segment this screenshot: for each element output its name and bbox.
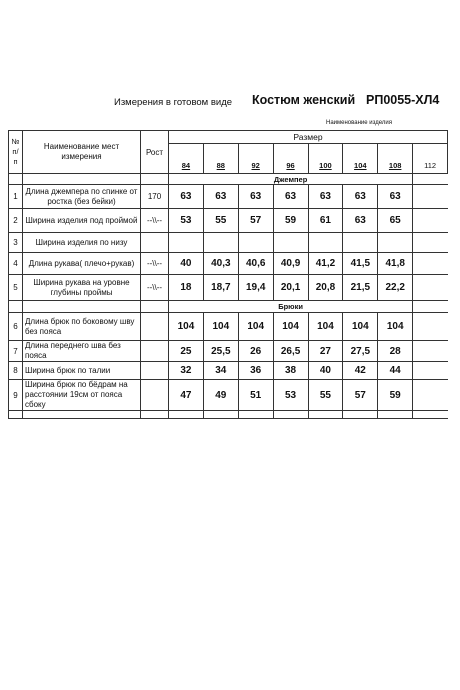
row-number: 3 — [9, 233, 23, 253]
row-rost — [141, 313, 169, 341]
table-row — [9, 380, 448, 411]
value-cell: 32 — [169, 362, 204, 380]
value-cell: 27 — [308, 341, 343, 362]
row-number: 7 — [9, 341, 23, 362]
row-name: Длина рукава( плечо+рукав) — [23, 253, 141, 275]
value-cell: 63 — [343, 185, 378, 209]
row-rost: --\\-- — [141, 275, 169, 301]
table-row — [9, 341, 448, 362]
value-cell: 63 — [273, 185, 308, 209]
value-cell: 104 — [343, 313, 378, 341]
size-88: 88 — [203, 144, 238, 174]
product-code: РП0055-ХЛ4 — [366, 93, 440, 107]
row-name: Длина брюк по боковому шву без пояса — [23, 313, 141, 341]
row-rost — [141, 380, 169, 411]
value-cell: 36 — [238, 362, 273, 380]
size-96: 96 — [273, 144, 308, 174]
value-cell: 26,5 — [273, 341, 308, 362]
size-100: 100 — [308, 144, 343, 174]
value-cell: 104 — [308, 313, 343, 341]
value-cell: 40 — [169, 253, 204, 275]
table-row — [9, 253, 448, 275]
value-cell: 63 — [378, 185, 413, 209]
table-row-empty — [9, 411, 448, 419]
product-note: Наименование изделия — [326, 120, 392, 126]
table-row — [9, 233, 448, 253]
value-cell: 41,2 — [308, 253, 343, 275]
table-row — [9, 209, 448, 233]
value-cell: 104 — [273, 313, 308, 341]
value-cell — [203, 233, 238, 253]
size-chart-sheet — [8, 92, 448, 419]
value-cell: 40,9 — [273, 253, 308, 275]
value-cell: 51 — [238, 380, 273, 411]
value-cell: 40,6 — [238, 253, 273, 275]
value-cell: 104 — [203, 313, 238, 341]
table-row — [9, 362, 448, 380]
row-name: Длина переднего шва без пояса — [23, 341, 141, 362]
value-cell: 27,5 — [343, 341, 378, 362]
value-cell: 63 — [238, 185, 273, 209]
value-cell: 55 — [308, 380, 343, 411]
size-92: 92 — [238, 144, 273, 174]
row-number: 2 — [9, 209, 23, 233]
row-number: 1 — [9, 185, 23, 209]
value-cell: 63 — [308, 185, 343, 209]
value-cell: 34 — [203, 362, 238, 380]
value-cell — [308, 233, 343, 253]
value-cell: 57 — [343, 380, 378, 411]
row-number: 9 — [9, 380, 23, 411]
row-number: 6 — [9, 313, 23, 341]
section-title: Джемпер — [169, 174, 413, 185]
col-size-header: Размер — [169, 131, 448, 144]
value-cell: 104 — [378, 313, 413, 341]
table-row — [9, 185, 448, 209]
value-cell: 40,3 — [203, 253, 238, 275]
value-cell: 61 — [308, 209, 343, 233]
value-cell — [343, 233, 378, 253]
value-cell: 18 — [169, 275, 204, 301]
value-cell — [238, 233, 273, 253]
value-cell: 57 — [238, 209, 273, 233]
size-112: 112 — [413, 144, 448, 174]
value-cell: 20,8 — [308, 275, 343, 301]
row-rost — [141, 233, 169, 253]
table-row — [9, 275, 448, 301]
value-cell: 19,4 — [238, 275, 273, 301]
value-cell: 18,7 — [203, 275, 238, 301]
value-cell: 25 — [169, 341, 204, 362]
value-cell: 26 — [238, 341, 273, 362]
value-cell: 42 — [343, 362, 378, 380]
value-cell: 63 — [343, 209, 378, 233]
row-name: Ширина изделия по низу — [23, 233, 141, 253]
value-cell: 59 — [378, 380, 413, 411]
value-cell: 20,1 — [273, 275, 308, 301]
value-cell: 63 — [203, 185, 238, 209]
row-number: 4 — [9, 253, 23, 275]
value-cell: 55 — [203, 209, 238, 233]
size-104: 104 — [343, 144, 378, 174]
size-84: 84 — [169, 144, 204, 174]
value-cell: 63 — [169, 185, 204, 209]
row-rost — [141, 362, 169, 380]
value-cell — [273, 233, 308, 253]
table-row — [9, 313, 448, 341]
row-name: Длина джемпера по спинке от ростка (без бейки) — [23, 185, 141, 209]
row-name: Ширина изделия под проймой — [23, 209, 141, 233]
row-rost: --\\-- — [141, 253, 169, 275]
value-cell: 59 — [273, 209, 308, 233]
value-cell: 21,5 — [343, 275, 378, 301]
row-rost — [141, 341, 169, 362]
section-title: Брюки — [169, 301, 413, 313]
value-cell: 104 — [238, 313, 273, 341]
title-row — [8, 92, 448, 120]
row-name: Ширина брюк по талии — [23, 362, 141, 380]
value-cell: 47 — [169, 380, 204, 411]
value-cell — [169, 233, 204, 253]
row-name: Ширина брюк по бёдрам на расстоянии 19см от пояса сбоку — [23, 380, 141, 411]
col-name-header: Наименование мест измерения — [23, 131, 141, 174]
value-cell: 25,5 — [203, 341, 238, 362]
row-rost: --\\-- — [141, 209, 169, 233]
row-name: Ширина рукава на уровне глубины проймы — [23, 275, 141, 301]
value-cell: 44 — [378, 362, 413, 380]
row-number: 8 — [9, 362, 23, 380]
value-cell — [378, 233, 413, 253]
measurements-table — [8, 130, 448, 419]
subtitle: Измерения в готовом виде — [114, 97, 233, 108]
value-cell: 22,2 — [378, 275, 413, 301]
row-rost: 170 — [141, 185, 169, 209]
col-num-header: № п/ п — [9, 131, 23, 174]
value-cell: 28 — [378, 341, 413, 362]
value-cell: 104 — [169, 313, 204, 341]
note-row — [8, 120, 448, 130]
value-cell: 65 — [378, 209, 413, 233]
value-cell: 49 — [203, 380, 238, 411]
product-title: Костюм женский — [252, 93, 356, 107]
value-cell: 41,5 — [343, 253, 378, 275]
value-cell: 53 — [273, 380, 308, 411]
value-cell: 53 — [169, 209, 204, 233]
col-rost-header: Рост — [141, 131, 169, 174]
size-108: 108 — [378, 144, 413, 174]
value-cell: 41,8 — [378, 253, 413, 275]
value-cell: 38 — [273, 362, 308, 380]
value-cell: 40 — [308, 362, 343, 380]
row-number: 5 — [9, 275, 23, 301]
